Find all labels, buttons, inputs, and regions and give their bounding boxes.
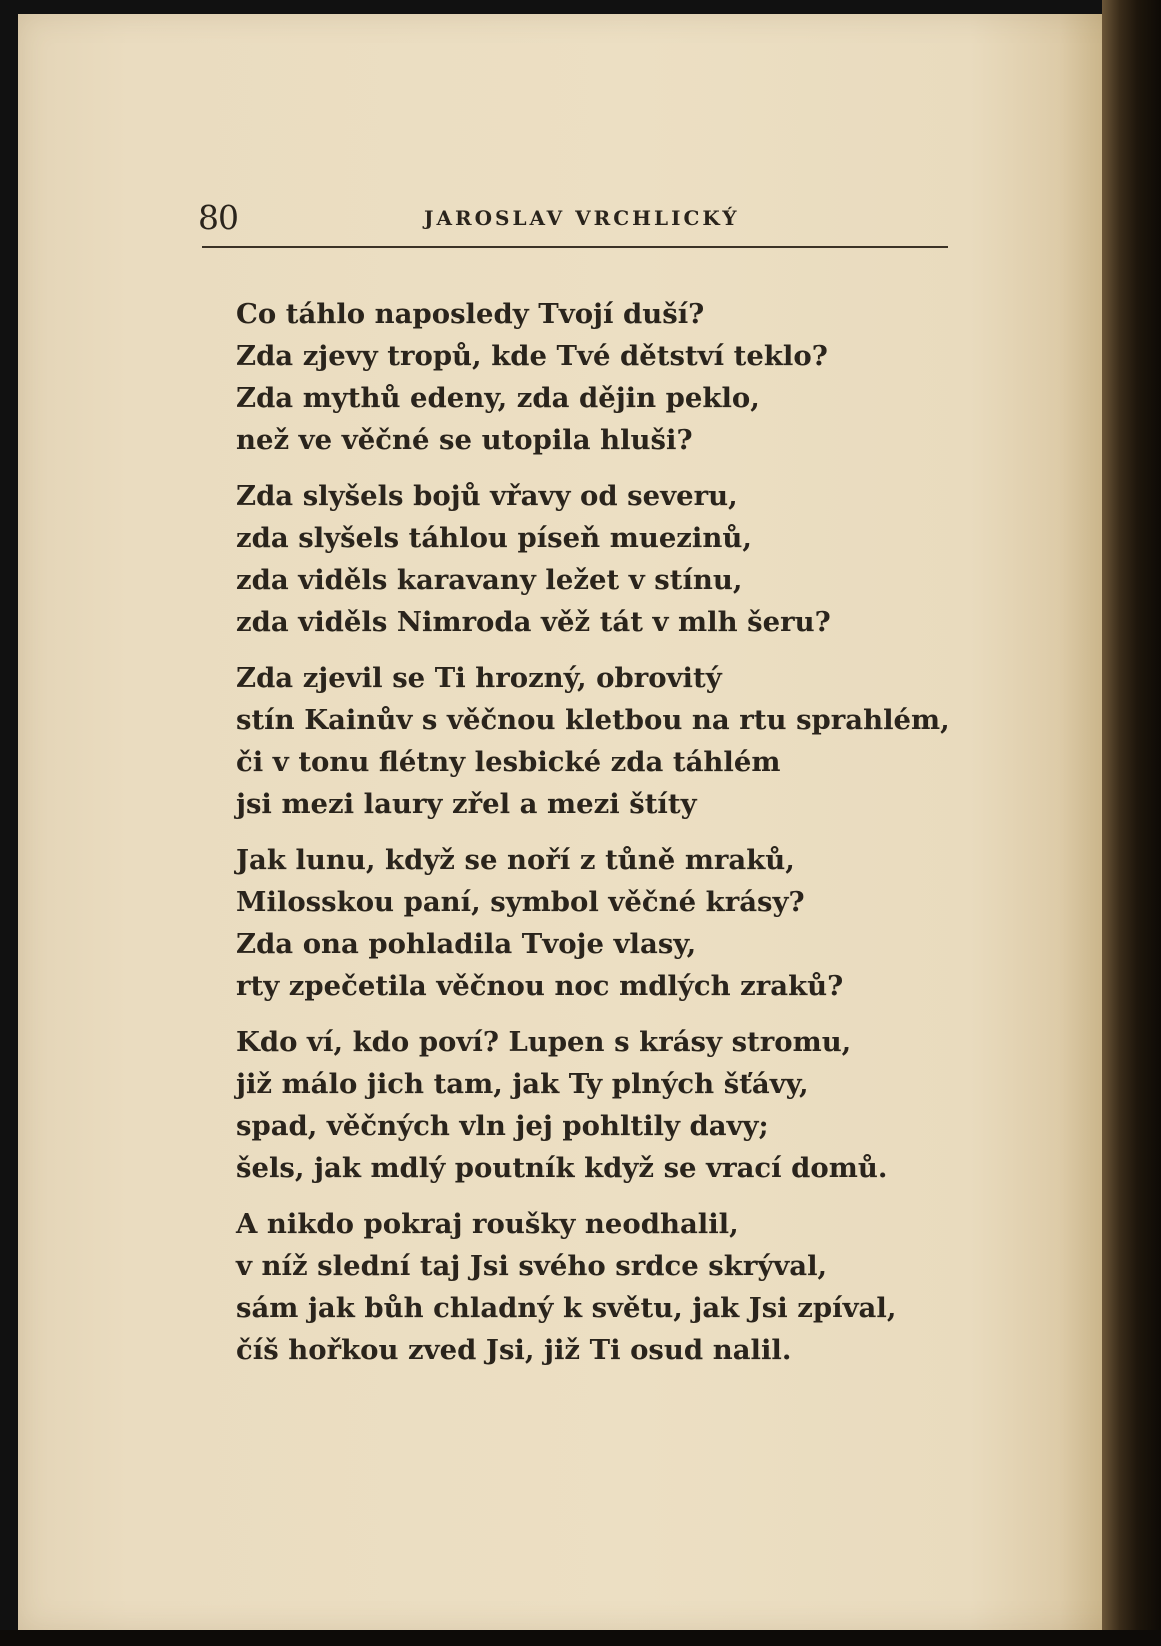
running-head-author: JAROSLAV VRCHLICKÝ — [424, 206, 740, 230]
verse-line: Jak lunu, když se noří z tůně mraků, — [236, 844, 795, 876]
scan-bottom-edge — [0, 1630, 1161, 1646]
stanza-6 — [236, 1203, 956, 1371]
verse-line: Milosskou paní, symbol věčné krásy? — [236, 886, 805, 918]
page-number: 80 — [198, 198, 238, 237]
verse-line: Zda slyšels bojů vřavy od severu, — [236, 480, 738, 512]
running-head — [198, 190, 948, 250]
verse-line: či v tonu flétny lesbické zda táhlém — [236, 746, 781, 778]
book-spine-shadow — [1102, 0, 1161, 1646]
verse-line: sám jak bůh chladný k světu, jak Jsi zpíval, — [236, 1292, 897, 1324]
verse-line: jsi mezi laury zřel a mezi štíty — [236, 788, 697, 820]
verse-line: než ve věčné se utopila hluši? — [236, 424, 693, 456]
verse-line: Zda ona pohladila Tvoje vlasy, — [236, 928, 697, 960]
verse-line: A nikdo pokraj roušky neodhalil, — [236, 1208, 739, 1240]
stanza-4 — [236, 839, 956, 1007]
poem-text — [236, 293, 956, 1385]
verse-line: číš hořkou zved Jsi, již Ti osud nalil. — [236, 1334, 792, 1366]
verse-line: stín Kainův s věčnou kletbou na rtu sprahlém, — [236, 704, 950, 736]
verse-line: Co táhlo naposledy Tvojí duší? — [236, 298, 705, 330]
stanza-3 — [236, 657, 956, 825]
verse-line: zda slyšels táhlou píseň muezinů, — [236, 522, 752, 554]
verse-line: zda viděls karavany ležet v stínu, — [236, 564, 743, 596]
header-rule — [202, 246, 948, 248]
stanza-5 — [236, 1021, 956, 1189]
verse-line: v níž slední taj Jsi svého srdce skrýval, — [236, 1250, 828, 1282]
verse-line: zda viděls Nimroda věž tát v mlh šeru? — [236, 606, 831, 638]
verse-line: Zda mythů edeny, zda dějin peklo, — [236, 382, 760, 414]
verse-line: rty zpečetila věčnou noc mdlých zraků? — [236, 970, 844, 1002]
verse-line: Zda zjevil se Ti hrozný, obrovitý — [236, 662, 722, 694]
stanza-2 — [236, 475, 956, 643]
verse-line: spad, věčných vln jej pohltily davy; — [236, 1110, 769, 1142]
stanza-1 — [236, 293, 956, 461]
verse-line: šels, jak mdlý poutník když se vrací domů. — [236, 1152, 888, 1184]
verse-line: Zda zjevy tropů, kde Tvé dětství teklo? — [236, 340, 828, 372]
verse-line: Kdo ví, kdo poví? Lupen s krásy stromu, — [236, 1026, 852, 1058]
verse-line: již málo jich tam, jak Ty plných šťávy, — [236, 1068, 809, 1100]
